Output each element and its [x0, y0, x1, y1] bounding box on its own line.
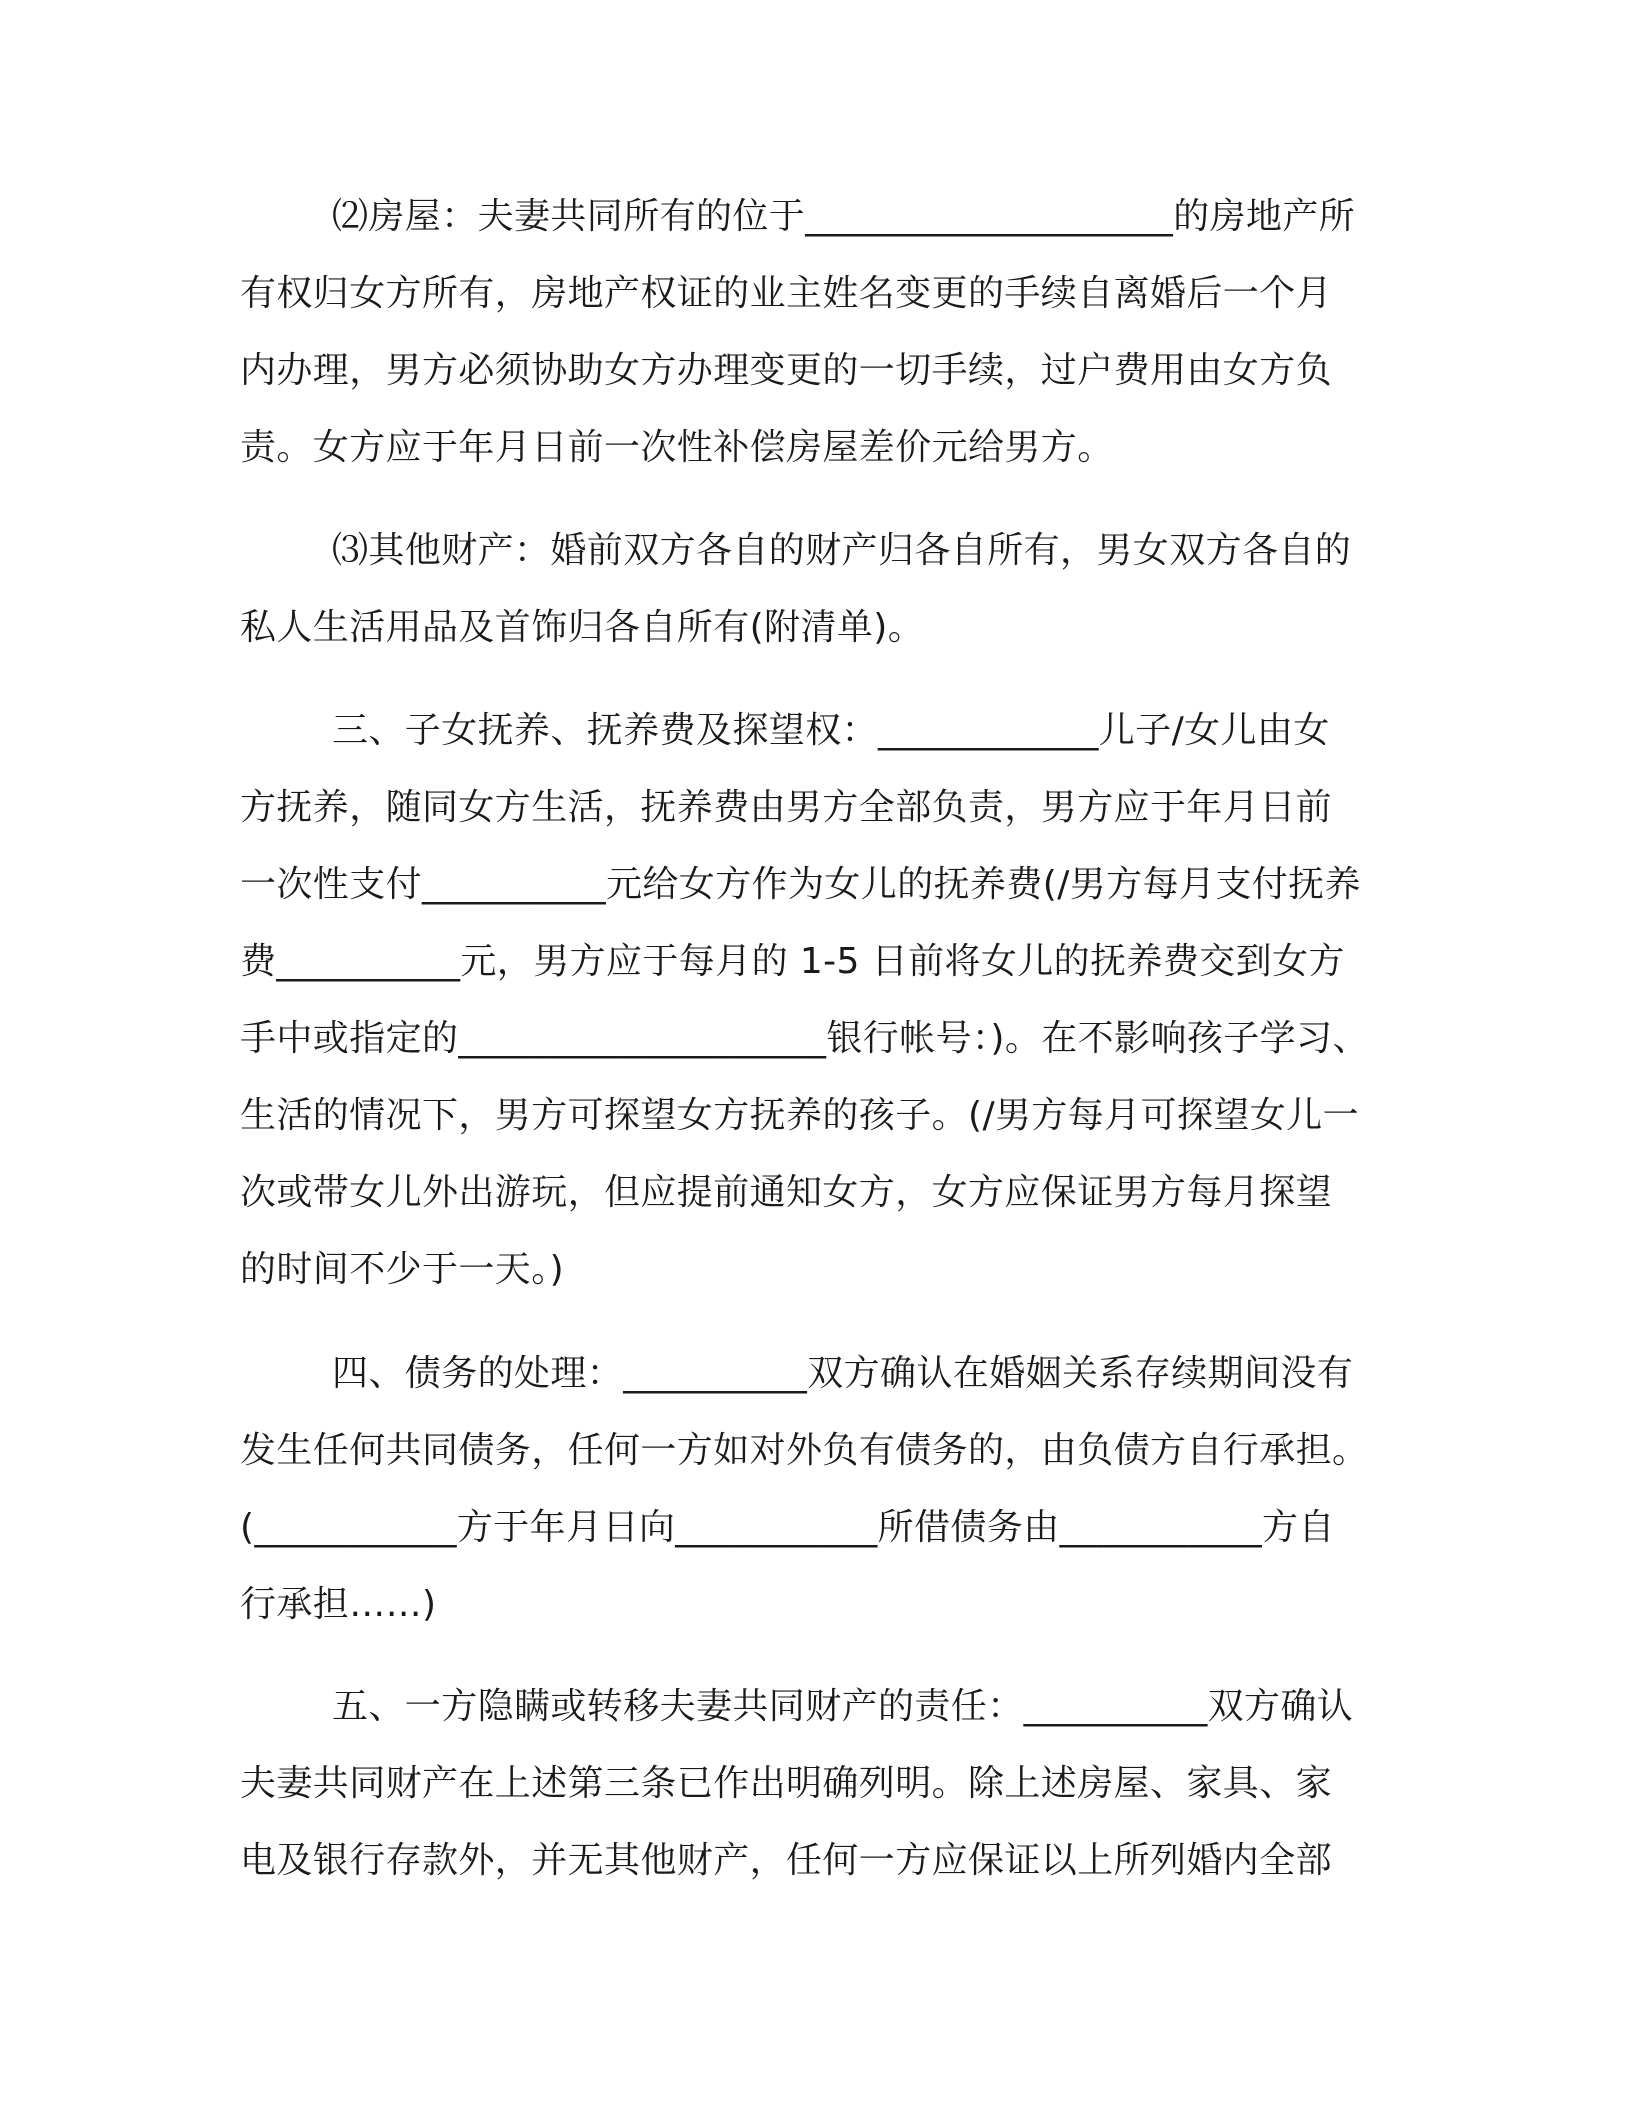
text-line: 四、债务的处理：__________双方确认在婚姻关系存续期间没有 [332, 1353, 1354, 1394]
text-line: (___________方于年月日向___________所借债务由___________方自 [240, 1507, 1335, 1548]
paragraph-children [240, 692, 1390, 1308]
text-line: 三、子女抚养、抚养费及探望权：____________儿子/女儿由女 [332, 710, 1330, 751]
text-line: 发生任何共同债务，任何一方如对外负有债务的，由负债方自行承担。 [240, 1430, 1369, 1471]
text-line: 方抚养，随同女方生活，抚养费由男方全部负责，男方应于年月日前 [240, 787, 1333, 828]
text-line: 行承担……) [240, 1584, 437, 1625]
text-line: ⑵房屋：夫妻共同所有的位于____________________的房地产所 [332, 196, 1356, 237]
text-line: 一次性支付__________元给女方作为女儿的抚养费(/男方每月支付抚养 [240, 864, 1361, 905]
paragraph-other-property [240, 512, 1390, 666]
text-line: 生活的情况下，男方可探望女方抚养的孩子。(/男方每月可探望女儿一 [240, 1095, 1359, 1136]
paragraph-concealment [240, 1668, 1390, 1899]
text-line: 私人生活用品及首饰归各自所有(附清单)。 [240, 607, 925, 648]
text-line: 电及银行存款外，并无其他财产，任何一方应保证以上所列婚内全部 [240, 1840, 1333, 1881]
text-line: 有权归女方所有，房地产权证的业主姓名变更的手续自离婚后一个月 [240, 273, 1333, 314]
paragraph-house [240, 178, 1390, 486]
text-line: 夫妻共同财产在上述第三条已作出明确列明。除上述房屋、家具、家 [240, 1763, 1333, 1804]
text-line: 的时间不少于一天。) [240, 1249, 565, 1290]
text-line: 费__________元，男方应于每月的 1-5 日前将女儿的抚养费交到女方 [240, 941, 1345, 982]
text-line: 次或带女儿外出游玩，但应提前通知女方，女方应保证男方每月探望 [240, 1172, 1333, 1213]
text-line: 内办理，男方必须协助女方办理变更的一切手续，过户费用由女方负 [240, 350, 1333, 391]
text-line: 五、一方隐瞒或转移夫妻共同财产的责任：__________双方确认 [332, 1686, 1354, 1727]
text-line: 责。女方应于年月日前一次性补偿房屋差价元给男方。 [240, 427, 1114, 468]
paragraph-debts [240, 1335, 1390, 1643]
text-line: 手中或指定的____________________银行帐号：)。在不影响孩子学习、 [240, 1018, 1369, 1059]
text-line: ⑶其他财产：婚前双方各自的财产归各自所有，男女双方各自的 [332, 530, 1352, 571]
